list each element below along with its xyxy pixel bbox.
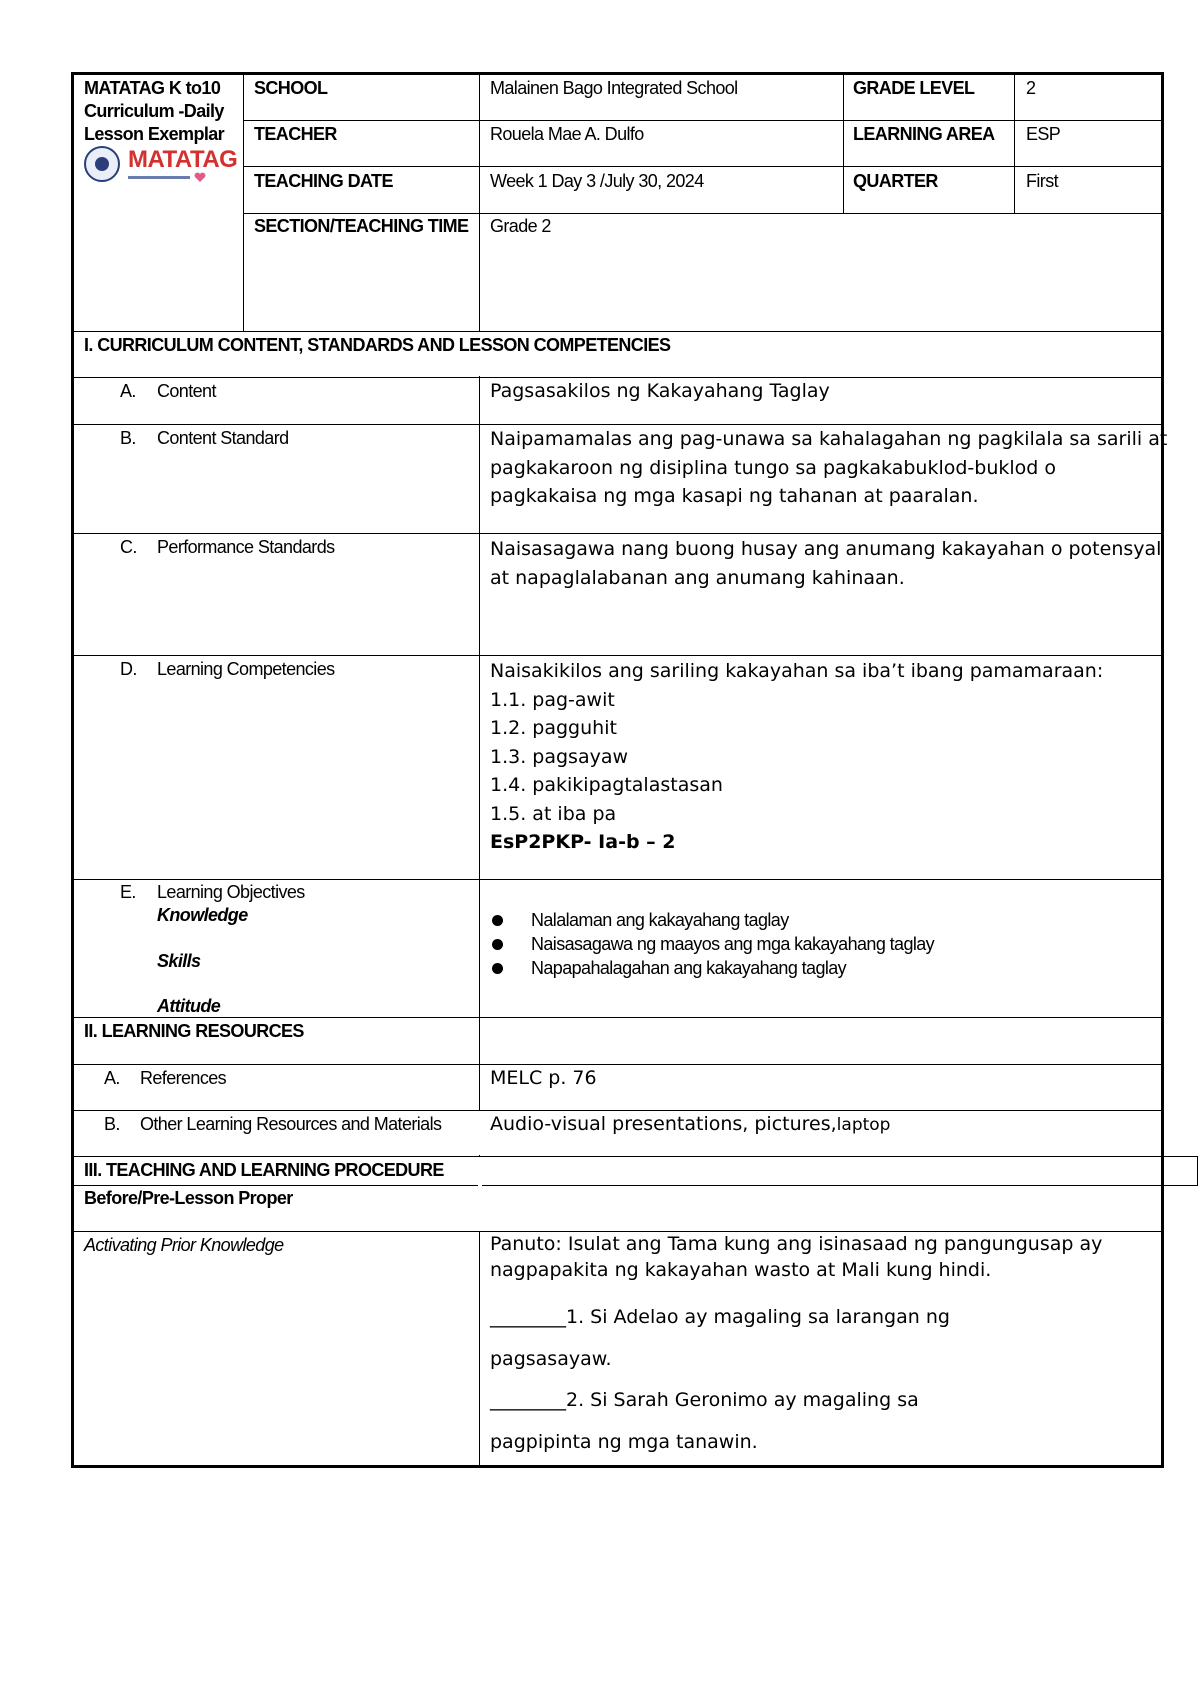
title-row-mask: [478, 1157, 482, 1231]
activity-label: Activating Prior Knowledge: [84, 1235, 284, 1255]
skills-label: Skills: [157, 951, 201, 971]
table-border-left: [71, 72, 74, 1468]
grid-line: [243, 166, 1163, 167]
teaching-date-value: Week 1 Day 3 /July 30, 2024: [490, 171, 704, 191]
knowledge-label: Knowledge: [157, 905, 248, 925]
doc-title: MATATAG K to10 Curriculum -Daily Lesson Exemplar: [84, 78, 225, 144]
school-label: SCHOOL: [254, 78, 328, 98]
grade-level-value: 2: [1026, 78, 1036, 98]
learning-objectives-label: Learning Objectives: [157, 882, 305, 902]
logo-wordmark: MATATAG: [128, 146, 238, 173]
title-row-mask: [478, 1111, 482, 1155]
references-value: MELC p. 76: [490, 1067, 597, 1089]
row-letter-a: A.: [120, 381, 136, 401]
grid-line: [71, 1017, 1163, 1018]
logo-tagline-bar: [128, 176, 190, 179]
grid-line: [71, 1156, 1198, 1157]
heart-icon: [194, 172, 206, 182]
references-letter: A.: [104, 1068, 120, 1088]
row-letter-e: E.: [120, 882, 136, 902]
grade-level-label: GRADE LEVEL: [853, 78, 975, 98]
objective-bullet: Napapahalagahan ang kakayahang taglay: [492, 956, 846, 980]
deped-seal-icon: [84, 146, 120, 182]
row-letter-b: B.: [120, 428, 136, 448]
other-resources-letter: B.: [104, 1114, 120, 1134]
other-resources-value: Audio-visual presentations, pictures,laptop: [490, 1113, 891, 1135]
learning-area-value: ESP: [1026, 124, 1061, 144]
content-value: Pagsasakilos ng Kakayahang Taglay: [490, 380, 830, 402]
grid-line: [479, 72, 480, 1468]
table-border-top: [71, 72, 1164, 75]
objective-bullet: Nalalaman ang kakayahang taglay: [492, 908, 789, 932]
section-time-value: Grade 2: [490, 216, 551, 236]
section-time-label: SECTION/TEACHING TIME: [254, 216, 469, 236]
grid-line: [71, 1185, 1198, 1186]
learning-area-label: LEARNING AREA: [853, 124, 995, 144]
grid-line: [243, 213, 1163, 214]
pre-lesson-subtitle: Before/Pre-Lesson Proper: [84, 1188, 293, 1208]
grid-line: [71, 879, 1163, 880]
grid-line: [1197, 1156, 1198, 1186]
grid-line: [71, 1064, 1163, 1065]
quarter-label: QUARTER: [853, 171, 938, 191]
row-letter-d: D.: [120, 659, 137, 679]
performance-standards-label: Performance Standards: [157, 537, 335, 557]
table-border-right: [1161, 72, 1164, 1468]
activity-instructions: Panuto: Isulat ang Tama kung ang isinasaad ng pangungusap ay nagpapakita ng kakayahan wasto at Mali kung hindi.: [490, 1233, 1103, 1281]
teaching-date-label: TEACHING DATE: [254, 171, 393, 191]
objective-bullet: Naisasagawa ng maayos ang mga kakayahang taglay: [492, 932, 934, 956]
grid-line: [71, 331, 1163, 332]
attitude-label: Attitude: [157, 996, 221, 1016]
teacher-value: Rouela Mae A. Dulfo: [490, 124, 644, 144]
content-label: Content: [157, 381, 216, 401]
learning-competencies-value: Naisakikilos ang sariling kakayahan sa iba’t ibang pamamaraan: 1.1. pag-awit 1.2. pagguhit 1.3. pagsayaw 1.4. pakikipagtalastasan 1.5. at iba pa EsP2PKP- Ia-b – 2: [490, 660, 1104, 853]
learning-competencies-label: Learning Competencies: [157, 659, 335, 679]
other-resources-label: Other Learning Resources and Materials: [140, 1114, 442, 1134]
performance-standards-value: Naisasagawa nang buong husay ang anumang kakayahan o potensyal at napaglalabanan ang anumang kahinaan.: [490, 538, 1162, 589]
section-3-title: III. TEACHING AND LEARNING PROCEDURE: [84, 1160, 444, 1180]
content-standard-label: Content Standard: [157, 428, 289, 448]
table-border-bottom: [71, 1465, 1164, 1468]
section-2-title: II. LEARNING RESOURCES: [84, 1021, 304, 1041]
quarter-value: First: [1026, 171, 1058, 191]
grid-line: [1014, 72, 1015, 214]
school-value: Malainen Bago Integrated School: [490, 78, 738, 98]
section-1-title: I. CURRICULUM CONTENT, STANDARDS AND LESSON COMPETENCIES: [84, 335, 671, 355]
grid-line: [843, 72, 844, 214]
references-label: References: [140, 1068, 227, 1088]
content-standard-value: Naipamamalas ang pag-unawa sa kahalagahan ng pagkilala sa sarili at pagkakaroon ng disiplina tungo sa pagkakabuklod-buklod o pagkakaisa ng mga kasapi ng tahanan at paaralan.: [490, 428, 1168, 507]
activity-items: ________1. Si Adelao ay magaling sa larangan ng pagsasayaw. ________2. Si Sarah Geronimo ay magaling sa pagpipinta ng mga tanawin.: [490, 1306, 950, 1453]
grid-line: [243, 72, 244, 332]
grid-line: [71, 655, 1163, 656]
grid-line: [243, 120, 1163, 121]
grid-line: [71, 533, 1163, 534]
teacher-label: TEACHER: [254, 124, 337, 144]
row-letter-c: C.: [120, 537, 137, 557]
matatag-logo: [84, 146, 240, 188]
